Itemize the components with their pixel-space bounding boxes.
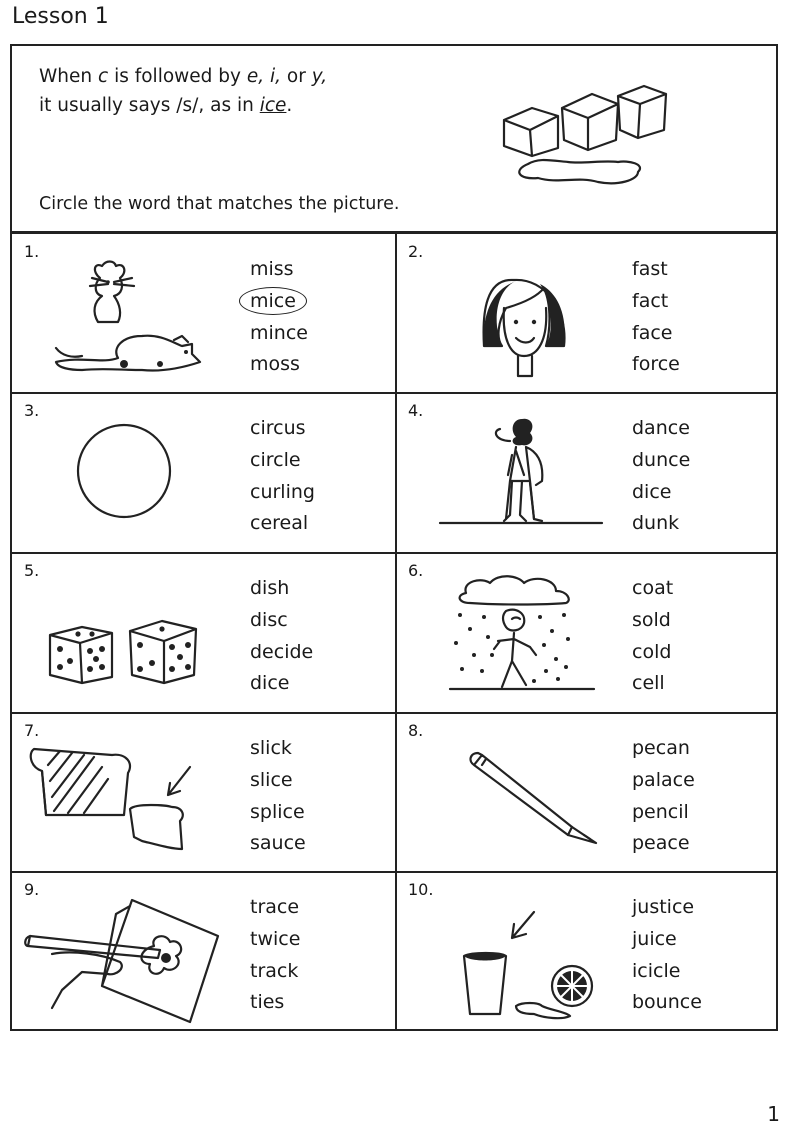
word-choice[interactable]: splice <box>250 800 305 823</box>
word-choice[interactable]: mince <box>250 321 308 344</box>
word-choice[interactable]: curling <box>250 480 315 503</box>
dancers-icon <box>426 411 596 541</box>
word-choice[interactable]: track <box>250 959 299 982</box>
word-choices <box>250 413 315 540</box>
word-choice[interactable]: cell <box>632 672 665 695</box>
rule-letter-c: c <box>98 66 109 87</box>
rule-line-1 <box>39 62 327 91</box>
word-choice[interactable]: icicle <box>632 959 681 982</box>
word-choice[interactable]: miss <box>250 258 294 280</box>
word-choice[interactable]: cold <box>632 640 672 663</box>
tracing-hand-icon <box>42 890 212 1020</box>
word-choice[interactable]: disc <box>250 608 288 631</box>
word-choices <box>250 573 313 700</box>
rule-text-part: . <box>286 95 293 116</box>
exercise-item <box>12 234 396 393</box>
instruction-text: Circle the word that matches the picture. <box>39 194 400 214</box>
word-choices <box>632 413 690 540</box>
phonics-rule <box>39 62 327 120</box>
word-choice[interactable]: cereal <box>250 512 309 535</box>
word-choice[interactable]: sold <box>632 608 671 631</box>
rule-text-part: When <box>39 66 99 87</box>
word-choices <box>250 254 308 381</box>
page-number: 1 <box>767 1102 780 1126</box>
word-choice[interactable]: sauce <box>250 832 306 855</box>
word-choice[interactable]: juice <box>632 927 677 950</box>
rule-text-part: it usually says /s/, as in <box>39 95 260 116</box>
word-choice[interactable]: palace <box>632 768 695 791</box>
lesson-title: Lesson 1 <box>12 4 109 29</box>
word-choices <box>632 254 680 381</box>
item-number: 6. <box>408 561 424 580</box>
word-choice[interactable]: pencil <box>632 800 689 823</box>
word-choice[interactable]: slick <box>250 737 292 759</box>
word-choice[interactable]: dunk <box>632 512 680 535</box>
mice-icon <box>42 252 212 382</box>
word-choices <box>632 892 702 1019</box>
rule-letter-y: y, <box>311 66 328 87</box>
word-choices <box>250 892 300 1019</box>
item-number: 10. <box>408 880 434 899</box>
exercise-item <box>396 393 778 553</box>
item-number: 7. <box>24 721 40 740</box>
dice-icon <box>42 571 212 701</box>
word-choice[interactable]: moss <box>250 353 300 376</box>
word-choice[interactable]: peace <box>632 832 690 855</box>
word-choice[interactable]: force <box>632 353 680 376</box>
item-number: 4. <box>408 401 424 420</box>
rule-line-2 <box>39 91 327 120</box>
word-choice[interactable]: ties <box>250 991 285 1014</box>
rule-box <box>10 44 778 234</box>
bread-slice-icon <box>42 731 212 861</box>
word-choice[interactable]: decide <box>250 640 314 663</box>
item-number: 9. <box>24 880 40 899</box>
word-choice[interactable]: pecan <box>632 737 690 759</box>
exercise-item <box>12 872 396 1031</box>
rule-letters-e-i: e, i, <box>246 66 282 87</box>
word-choice[interactable]: justice <box>632 896 695 918</box>
word-choices <box>250 733 306 860</box>
word-choice[interactable]: circle <box>250 448 301 471</box>
word-choice[interactable]: dish <box>250 577 290 599</box>
circle-icon <box>42 411 212 541</box>
word-choice[interactable]: coat <box>632 577 674 599</box>
word-choice[interactable]: dance <box>632 417 690 439</box>
exercise-grid <box>10 234 778 1031</box>
item-number: 8. <box>408 721 424 740</box>
item-number: 1. <box>24 242 40 261</box>
word-choice[interactable]: twice <box>250 927 301 950</box>
item-number: 5. <box>24 561 40 580</box>
cold-rain-icon <box>426 571 596 701</box>
word-choice[interactable]: circus <box>250 417 306 439</box>
exercise-item <box>396 872 778 1031</box>
word-choice-circled[interactable]: mice <box>239 287 307 315</box>
word-choice[interactable]: dunce <box>632 448 691 471</box>
word-choice[interactable]: bounce <box>632 991 702 1014</box>
item-number: 2. <box>408 242 424 261</box>
face-icon <box>426 252 596 382</box>
rule-text-part: or <box>281 66 312 87</box>
rule-text-part: is followed by <box>108 66 247 87</box>
word-choice[interactable]: dice <box>632 480 672 503</box>
word-choice[interactable]: dice <box>250 672 290 695</box>
exercise-item <box>396 553 778 713</box>
exercise-item <box>12 713 396 872</box>
ice-cubes-icon <box>488 72 668 192</box>
exercise-item <box>396 713 778 872</box>
word-choice[interactable]: trace <box>250 896 300 918</box>
word-choice[interactable]: fast <box>632 258 668 280</box>
exercise-item <box>396 234 778 393</box>
pencil-icon <box>426 731 596 861</box>
exercise-item <box>12 553 396 713</box>
word-choice[interactable]: slice <box>250 768 293 791</box>
rule-example-word: ice <box>259 95 287 116</box>
word-choice[interactable]: face <box>632 321 673 344</box>
juice-glass-icon <box>426 890 596 1020</box>
exercise-item <box>12 393 396 553</box>
word-choice[interactable]: fact <box>632 289 669 312</box>
item-number: 3. <box>24 401 40 420</box>
word-choices <box>632 573 673 700</box>
word-choices <box>632 733 695 860</box>
